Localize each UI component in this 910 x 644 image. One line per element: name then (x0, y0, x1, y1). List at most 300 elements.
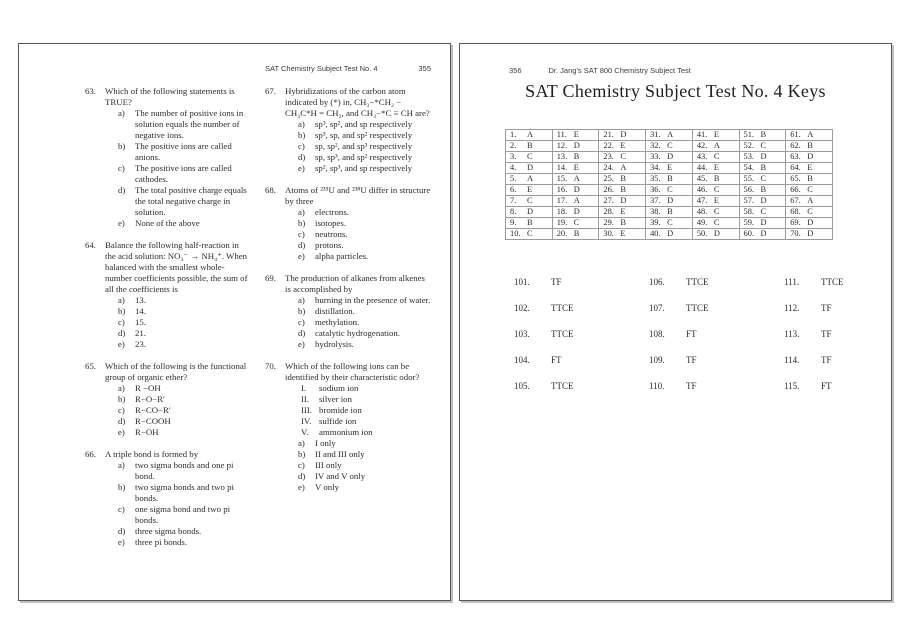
roman-item-label: V. (301, 427, 309, 437)
answer-option (118, 427, 249, 438)
extra-question-number: 114. (784, 355, 800, 365)
key-question-number: 19. (556, 218, 568, 227)
key-question-number: 47. (696, 196, 708, 205)
option-text: sp³, sp², and sp respectively (315, 119, 413, 129)
key-row (506, 185, 833, 196)
option-label: e) (298, 251, 305, 261)
key-answer: C (760, 141, 767, 150)
answer-option (118, 460, 249, 482)
left-page-header (265, 64, 431, 73)
key-answer: C (713, 218, 720, 227)
key-answer: A (807, 130, 814, 139)
key-answer: C (573, 218, 580, 227)
extra-question-number: 110. (649, 381, 665, 391)
key-question-number: 39. (650, 218, 661, 227)
extra-answer-row (784, 381, 844, 392)
key-cell (646, 163, 693, 174)
key-question-number: 48. (696, 207, 708, 216)
extra-answers-column-3 (784, 277, 844, 407)
option-label: d) (118, 328, 126, 338)
key-cell (599, 152, 646, 163)
answer-option (298, 317, 433, 328)
key-cell (506, 185, 553, 196)
option-text: electrons. (315, 207, 349, 217)
key-question-number: 17. (556, 196, 568, 205)
key-answer: E (527, 185, 533, 194)
question-text: Which of the following is the functional group of organic ether? (105, 361, 247, 382)
question-body (285, 185, 433, 262)
roman-item-label: II. (301, 394, 310, 404)
question-number: 66. (85, 449, 96, 459)
option-label: e) (118, 218, 125, 228)
key-question-number: 31. (650, 130, 661, 139)
key-question-number: 12. (556, 141, 568, 150)
option-label: e) (118, 537, 125, 547)
key-cell (552, 218, 599, 229)
key-cell (646, 218, 693, 229)
key-cell (552, 141, 599, 152)
key-cell (506, 141, 553, 152)
option-text: 14. (135, 306, 146, 316)
key-cell (692, 185, 739, 196)
key-answer: B (620, 174, 626, 183)
key-cell (506, 207, 553, 218)
key-question-number: 30. (603, 229, 614, 238)
key-cell (599, 229, 646, 240)
extra-answer-row (649, 329, 709, 340)
key-question-number: 7. (510, 196, 517, 205)
extra-answer-row (784, 277, 844, 288)
answer-key-title: SAT Chemistry Subject Test No. 4 Keys (525, 81, 826, 101)
key-answer: B (527, 218, 533, 227)
key-cell (739, 130, 786, 141)
option-label: b) (298, 130, 306, 140)
key-answer: E (713, 163, 719, 172)
option-label: c) (298, 141, 305, 151)
answer-option (118, 185, 249, 218)
extra-answer: TF (686, 355, 697, 365)
key-cell (552, 196, 599, 207)
option-label: a) (298, 295, 305, 305)
key-answer: B (713, 174, 720, 183)
question-body (285, 86, 433, 174)
key-answer: C (667, 185, 673, 194)
extra-answer: TF (821, 303, 832, 313)
key-question-number: 46. (696, 185, 708, 194)
extra-answer: FT (686, 329, 697, 339)
extra-answer-row (514, 303, 574, 314)
option-text: 21. (135, 328, 146, 338)
key-cell (739, 185, 786, 196)
key-question-number: 1. (510, 130, 517, 139)
option-text: The positive ions are called cathodes. (135, 163, 232, 184)
option-label: d) (118, 416, 126, 426)
option-text: The positive ions are called anions. (135, 141, 232, 162)
key-cell (506, 229, 553, 240)
option-label: d) (298, 328, 306, 338)
key-row (506, 163, 833, 174)
key-cell (692, 196, 739, 207)
key-cell (552, 229, 599, 240)
option-text: 15. (135, 317, 146, 327)
key-cell (599, 130, 646, 141)
key-question-number: 9. (510, 218, 517, 227)
key-cell (739, 207, 786, 218)
option-label: a) (118, 383, 125, 393)
key-cell (692, 141, 739, 152)
key-answer: B (807, 174, 813, 183)
key-answer: B (527, 141, 533, 150)
key-answer: D (573, 207, 580, 216)
key-question-number: 56. (743, 185, 754, 194)
option-text: None of the above (135, 218, 200, 228)
option-text: I only (315, 438, 336, 448)
key-answer: B (667, 207, 673, 216)
key-answer: B (620, 218, 626, 227)
key-answer: D (760, 196, 767, 205)
extra-answer-row (649, 303, 709, 314)
key-answer: B (807, 141, 813, 150)
answer-option (118, 328, 249, 339)
key-question-number: 53. (743, 152, 754, 161)
key-answer: D (807, 229, 814, 238)
key-cell (786, 185, 833, 196)
key-question-number: 45. (696, 174, 708, 183)
key-question-number: 37. (650, 196, 661, 205)
key-cell (646, 174, 693, 185)
roman-item-label: III. (301, 405, 312, 415)
roman-item (301, 427, 433, 438)
question-body (105, 86, 249, 229)
key-answer: C (760, 207, 767, 216)
roman-item-text: bromide ion (319, 405, 362, 415)
key-cell (506, 152, 553, 163)
question-text: Hybridizations of the carbon atom indicated by (*) in, CH₃−*CH₂ − CH₃C*H = CH₂, and CH₃−*C ≡ CH are? (285, 86, 430, 118)
question-column-1 (85, 86, 249, 559)
option-text: three sigma bonds. (135, 526, 202, 536)
option-text: hydrolysis. (315, 339, 354, 349)
key-question-number: 36. (650, 185, 661, 194)
key-question-number: 70. (790, 229, 801, 238)
extra-question-number: 101. (514, 277, 530, 287)
key-row (506, 196, 833, 207)
key-question-number: 58. (743, 207, 754, 216)
extra-question-number: 106. (649, 277, 665, 287)
key-answer: D (527, 163, 534, 172)
extra-answer: TTCE (686, 277, 709, 287)
key-cell (786, 163, 833, 174)
question-text: Which of the following statements is TRUE? (105, 86, 235, 107)
answer-option (298, 163, 433, 174)
key-cell (739, 152, 786, 163)
key-question-number: 52. (743, 141, 754, 150)
question-69 (265, 273, 433, 350)
answer-option (118, 295, 249, 306)
key-answer: E (713, 130, 719, 139)
option-label: c) (118, 504, 125, 514)
key-answer: D (807, 152, 814, 161)
key-answer: D (527, 207, 534, 216)
question-text: Which of the following ions can be identified by their characteristic odor? (285, 361, 420, 382)
answer-option (118, 394, 249, 405)
answer-option (298, 152, 433, 163)
key-question-number: 27. (603, 196, 614, 205)
key-cell (739, 141, 786, 152)
option-label: a) (298, 207, 305, 217)
option-label: a) (118, 460, 125, 470)
key-question-number: 24. (603, 163, 614, 172)
key-answer: A (573, 196, 580, 205)
key-question-number: 55. (743, 174, 754, 183)
extra-answer: TTCE (551, 303, 574, 313)
question-65 (85, 361, 249, 438)
key-row (506, 218, 833, 229)
key-cell (692, 174, 739, 185)
key-answer: D (667, 196, 674, 205)
key-answer: E (713, 196, 719, 205)
extra-answer-row (514, 381, 574, 392)
answer-option (298, 460, 433, 471)
question-body (105, 361, 249, 438)
extra-answer: FT (551, 355, 562, 365)
key-answer: A (620, 163, 627, 172)
option-text: methylation. (315, 317, 360, 327)
key-answer: E (807, 163, 813, 172)
right-page-header (509, 66, 691, 75)
key-answer: E (620, 207, 626, 216)
answer-option (118, 317, 249, 328)
key-question-number: 67. (790, 196, 801, 205)
answer-option (118, 482, 249, 504)
option-label: b) (298, 218, 306, 228)
option-label: d) (118, 526, 126, 536)
question-number: 68. (265, 185, 276, 195)
option-label: a) (298, 119, 305, 129)
question-64 (85, 240, 249, 350)
key-answer: C (527, 152, 533, 161)
key-question-number: 29. (603, 218, 614, 227)
key-question-number: 63. (790, 152, 801, 161)
key-answer: B (620, 185, 626, 194)
key-cell (552, 163, 599, 174)
key-answer: C (527, 196, 533, 205)
key-question-number: 57. (743, 196, 754, 205)
key-answer: A (527, 174, 534, 183)
key-answer: A (573, 174, 580, 183)
answer-option (298, 306, 433, 317)
question-body (105, 449, 249, 548)
key-answer: E (573, 163, 579, 172)
extra-question-number: 113. (784, 329, 800, 339)
option-label: c) (298, 229, 305, 239)
key-cell (692, 218, 739, 229)
key-answer: D (573, 185, 580, 194)
key-question-number: 10. (510, 229, 521, 238)
key-cell (786, 141, 833, 152)
key-row (506, 152, 833, 163)
key-answer: D (620, 130, 627, 139)
key-cell (786, 229, 833, 240)
key-cell (692, 152, 739, 163)
key-question-number: 64. (790, 163, 801, 172)
key-question-number: 59. (743, 218, 754, 227)
key-cell (506, 218, 553, 229)
option-text: III only (315, 460, 342, 470)
key-question-number: 3. (510, 152, 517, 161)
answer-option (298, 141, 433, 152)
option-text: The number of positive ions in solution equals the number of negative ions. (135, 108, 244, 140)
option-text: 23. (135, 339, 146, 349)
key-cell (552, 185, 599, 196)
option-label: d) (298, 471, 306, 481)
option-label: b) (118, 141, 126, 151)
option-label: b) (118, 394, 126, 404)
key-cell (692, 207, 739, 218)
running-title: Dr. Jang's SAT 800 Chemistry Subject Test (548, 66, 691, 75)
key-cell (599, 163, 646, 174)
answer-option (118, 163, 249, 185)
key-question-number: 61. (790, 130, 801, 139)
roman-item-label: I. (301, 383, 307, 393)
key-cell (599, 218, 646, 229)
extra-question-number: 109. (649, 355, 665, 365)
key-question-number: 8. (510, 207, 517, 216)
extra-answer: TTCE (821, 277, 844, 287)
option-label: c) (118, 163, 125, 173)
answer-option (298, 339, 433, 350)
option-text: protons. (315, 240, 344, 250)
key-cell (739, 196, 786, 207)
key-question-number: 69. (790, 218, 801, 227)
key-cell (786, 196, 833, 207)
roman-item (301, 416, 433, 427)
key-answer: D (760, 229, 767, 238)
key-answer: C (760, 174, 767, 183)
key-answer: C (527, 229, 533, 238)
extra-answer: TTCE (686, 303, 709, 313)
question-text: Atoms of ²³⁵U and ²³⁸U differ in structure by three (285, 185, 431, 206)
answer-option (118, 537, 249, 548)
key-cell (739, 218, 786, 229)
extra-question-number: 115. (784, 381, 800, 391)
option-text: two sigma bonds and two pi bonds. (135, 482, 234, 503)
key-row (506, 174, 833, 185)
key-cell (599, 196, 646, 207)
key-question-number: 50. (696, 229, 708, 238)
option-label: d) (298, 152, 306, 162)
question-66 (85, 449, 249, 548)
option-text: distillation. (315, 306, 355, 316)
key-answer: D (667, 152, 674, 161)
key-cell (506, 163, 553, 174)
key-cell (552, 130, 599, 141)
option-label: b) (298, 306, 306, 316)
key-question-number: 25. (603, 174, 614, 183)
question-body (285, 273, 433, 350)
key-cell (599, 174, 646, 185)
key-cell (646, 152, 693, 163)
extra-answer-row (784, 329, 844, 340)
answer-option (118, 504, 249, 526)
key-answer: D (760, 152, 767, 161)
key-cell (599, 185, 646, 196)
question-number: 70. (265, 361, 276, 371)
key-cell (692, 229, 739, 240)
key-question-number: 51. (743, 130, 754, 139)
key-question-number: 11. (556, 130, 567, 139)
option-text: three pi bonds. (135, 537, 188, 547)
answer-option (298, 130, 433, 141)
key-question-number: 34. (650, 163, 661, 172)
key-answer: B (573, 152, 580, 161)
key-question-number: 33. (650, 152, 661, 161)
extra-question-number: 108. (649, 329, 665, 339)
key-cell (552, 174, 599, 185)
key-answer: C (807, 207, 813, 216)
key-cell (786, 130, 833, 141)
answer-option (298, 328, 433, 339)
answer-option (118, 416, 249, 427)
page-number: 356 (509, 66, 522, 75)
extra-answer-row (649, 355, 709, 366)
key-cell (739, 163, 786, 174)
answer-option (298, 438, 433, 449)
key-answer: A (667, 130, 674, 139)
key-row (506, 141, 833, 152)
key-cell (506, 196, 553, 207)
answer-option (118, 141, 249, 163)
question-body (285, 361, 433, 493)
extra-answer-row (649, 277, 709, 288)
answer-option (118, 405, 249, 416)
running-title: SAT Chemistry Subject Test No. 4 (265, 64, 378, 73)
option-label: b) (298, 449, 306, 459)
question-number: 67. (265, 86, 276, 96)
question-text: A triple bond is formed by (105, 449, 199, 459)
option-text: R−CO−R′ (135, 405, 171, 415)
option-label: e) (298, 163, 305, 173)
key-question-number: 26. (603, 185, 614, 194)
key-question-number: 65. (790, 174, 801, 183)
key-answer: E (667, 163, 673, 172)
option-label: a) (118, 108, 125, 118)
option-text: R −OH (135, 383, 161, 393)
roman-item-text: ammonium ion (319, 427, 373, 437)
key-answer: C (667, 141, 673, 150)
option-text: neutrons. (315, 229, 348, 239)
option-label: d) (298, 240, 306, 250)
extra-answer: TTCE (551, 381, 574, 391)
key-cell (739, 174, 786, 185)
option-text: sp, sp², and sp³ respectively (315, 141, 413, 151)
option-text: 13. (135, 295, 146, 305)
key-answer: A (807, 196, 814, 205)
key-question-number: 2. (510, 141, 517, 150)
key-question-number: 66. (790, 185, 801, 194)
roman-item (301, 394, 433, 405)
key-answer: D (667, 229, 674, 238)
option-label: a) (118, 295, 125, 305)
extra-answer: TF (821, 329, 832, 339)
key-answer: D (760, 218, 767, 227)
answer-option (118, 218, 249, 229)
answer-option (298, 240, 433, 251)
option-text: IV and V only (315, 471, 366, 481)
question-body (105, 240, 249, 350)
key-answer: A (713, 141, 720, 150)
option-text: one sigma bond and two pi bonds. (135, 504, 231, 525)
extra-question-number: 104. (514, 355, 530, 365)
